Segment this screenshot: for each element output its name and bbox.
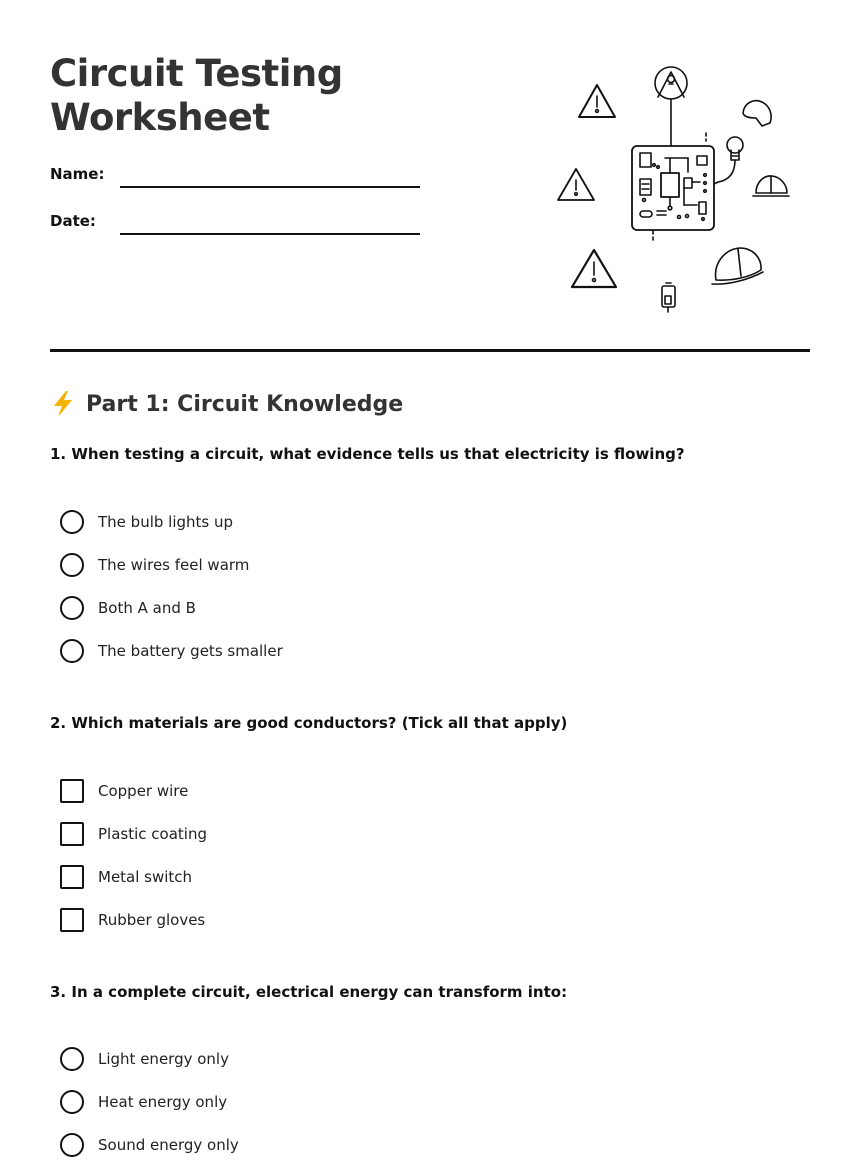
lightbulb-icon [714,137,743,184]
radio-button[interactable] [60,553,84,577]
option-label: Copper wire [98,782,189,800]
section-title: Part 1: Circuit Knowledge [86,391,404,417]
battery-icon [662,283,675,312]
option-label: The battery gets smaller [98,642,283,660]
checkbox[interactable] [60,822,84,846]
lightning-bolt-icon [50,390,76,418]
option-label: Metal switch [98,868,193,886]
q2-option[interactable] [60,821,207,847]
option-label: Both A and B [98,599,196,617]
option-label: Sound energy only [98,1136,239,1154]
q1-option[interactable] [60,509,233,535]
question-3-text: 3. In a complete circuit, electrical energy can transform into: [50,983,568,1001]
hard-hat-icon [753,176,789,196]
checkbox[interactable] [60,865,84,889]
circuit-safety-illustration [540,58,800,320]
option-label: The wires feel warm [98,556,250,574]
q1-option[interactable] [60,638,283,664]
name-field[interactable] [120,186,420,188]
header-divider [50,349,810,352]
radio-button[interactable] [60,1133,84,1157]
title-line-2: Worksheet [50,96,270,139]
radio-button[interactable] [60,1090,84,1114]
lightbulb-warning-icon [655,67,687,146]
question-2-text: 2. Which materials are good conductors? (Tick all that apply) [50,714,568,732]
q1-option[interactable] [60,595,196,621]
option-label: Light energy only [98,1050,229,1068]
q2-option[interactable] [60,778,188,804]
radio-button[interactable] [60,510,84,534]
option-label: Plastic coating [98,825,207,843]
circuit-board-icon [632,146,714,230]
hard-hat-icon [743,101,771,126]
radio-button[interactable] [60,639,84,663]
date-label: Date: [50,212,96,230]
q2-option[interactable] [60,864,192,890]
name-label: Name: [50,165,105,183]
q3-option[interactable] [60,1132,239,1158]
worksheet-title [50,52,343,140]
title-line-1: Circuit Testing [50,52,343,95]
radio-button[interactable] [60,1047,84,1071]
radio-button[interactable] [60,596,84,620]
q2-option[interactable] [60,907,205,933]
option-label: The bulb lights up [98,513,234,531]
q1-option[interactable] [60,552,249,578]
question-1-text: 1. When testing a circuit, what evidence tells us that electricity is flowing? [50,445,685,463]
warning-sign-icon [558,169,594,200]
q3-option[interactable] [60,1046,229,1072]
hard-hat-icon [712,248,763,284]
checkbox[interactable] [60,779,84,803]
date-field[interactable] [120,233,420,235]
part1-heading [50,388,403,420]
option-label: Rubber gloves [98,911,206,929]
q3-option[interactable] [60,1089,227,1115]
warning-sign-icon [572,250,616,287]
warning-sign-icon [579,85,615,117]
option-label: Heat energy only [98,1093,228,1111]
checkbox[interactable] [60,908,84,932]
